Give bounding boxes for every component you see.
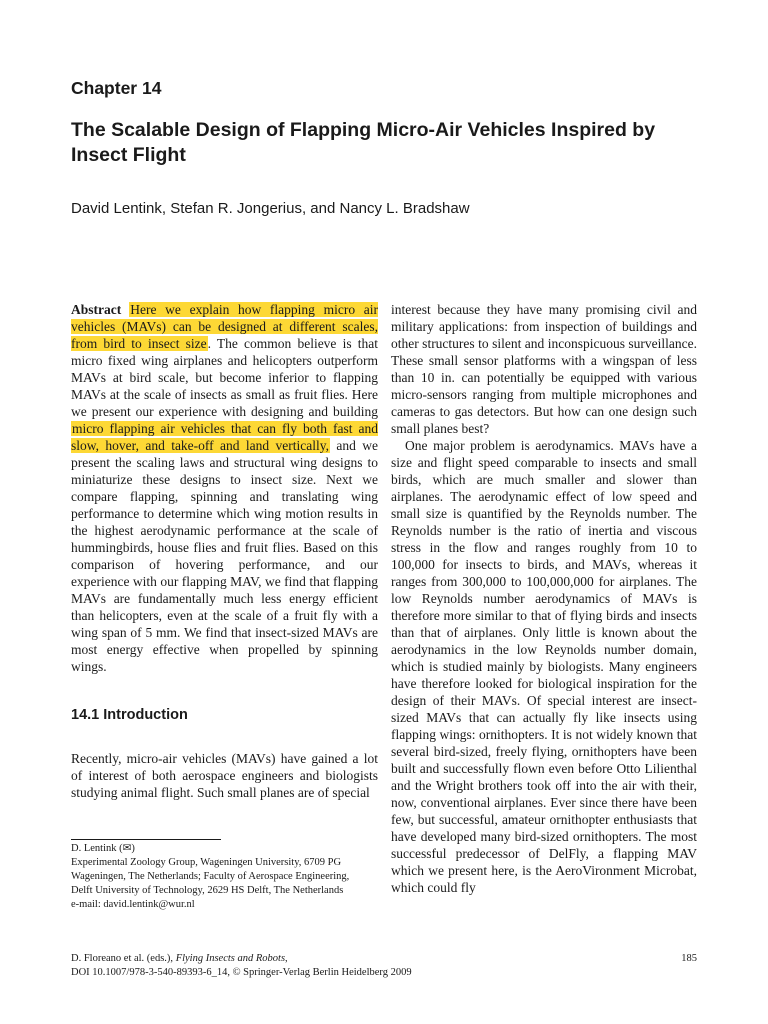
- citation-editors: D. Floreano et al. (eds.),: [71, 953, 176, 964]
- highlight-1[interactable]: Here we explain how flapping micro air vehicles (MAVs) can be designed at different scales, from bird to insect size: [71, 302, 378, 351]
- highlight-2[interactable]: micro flapping air vehicles that can fly both fast and slow, hover, and take-off and land vertically,: [71, 421, 378, 453]
- intro-paragraph-left: Recently, micro-air vehicles (MAVs) have gained a lot of interest of both aerospace engineers and biologists studying animal flight. Such small planes are of special: [71, 751, 378, 800]
- abstract-text-2: and we present the scaling laws and structural wing designs to miniaturize these designs to insect size. Next we compare flapping, spinning and translating wing performance to determine which wing motion results in the highest aerodynamic performance at the scale of hummingbirds, house flies and fruit flies. Based on this comparison of hovering performance, and our experience with our flapping MAV, we find that flapping MAVs are fundamentally much less energy efficient than helicopters, even at the scale of a fruit fly with a wing span of 5 mm. We find that insect-sized MAVs are most energy effective when propelled by spinning wings.: [71, 438, 378, 674]
- page-number: 185: [681, 953, 697, 964]
- footnote-divider: [71, 839, 221, 840]
- citation-line-1: [71, 952, 697, 966]
- citation-book: Flying Insects and Robots: [175, 953, 286, 964]
- abstract-paragraph: [71, 301, 378, 675]
- footnote-affiliation: Experimental Zoology Group, Wageningen University, 6709 PG Wageningen, The Netherlands; Faculty of Aerospace Engineering, Delft University of Technology, 2629 HS Delft, The Netherlands: [71, 857, 350, 896]
- chapter-number: Chapter 14: [71, 78, 162, 98]
- page-footer: [71, 952, 697, 980]
- footnote-author: D. Lentink (✉): [71, 843, 135, 854]
- citation-doi: DOI 10.1007/978-3-540-89393-6_14, © Springer-Verlag Berlin Heidelberg 2009: [71, 967, 412, 978]
- intro-paragraph-right-2: One major problem is aerodynamics. MAVs have a size and flight speed comparable to insects and small birds, which are much smaller and slower than airplanes. The aerodynamic effect of low speed and small size is quantified by the Reynolds number. The Reynolds number is the ratio of inertia and viscous stress in the flow and ranges roughly from 10 to 100,000 for insects to birds, and MAVs, whereas it ranges from 300,000 to 100,000,000 for airplanes. The low Reynolds number aerodynamics of MAVs is therefore more similar to that of flying birds and insects than that of airplanes. Only little is known about the aerodynamics in the low Reynolds number domain, which is studied mainly by biologists. Many engineers have therefore looked for biological inspiration for the design of their MAVs. Of special interest are insect-sized MAVs that can actually fly like insects using flapping wings: ornithopters. It is not widely known that several bird-sized, freely flying, ornithopters have been built and successfully flown even before Otto Lilienthal and the Wright brothers took off into the air with their, now, conventional airplanes. Ever since there have been few, but successful, amateur ornithopter enthusiasts that have developed many bird-sized ornithopters. The most successful predecessor of DelFly, a flapping MAV which we present here, is the AeroVironment Microbat, which could fly: [391, 438, 697, 895]
- intro-paragraph-right-1: interest because they have many promising civil and military applications: from inspection of buildings and other structures to silent and inconspicuous surveillance. These small sensor platforms with a wingspan of less than 10 in. can potentially be equipped with various micro-sensors ranging from multiple microphones and cameras to gas detectors. But how can one design such small planes best?: [391, 302, 697, 436]
- footnote-email: e-mail: david.lentink@wur.nl: [71, 899, 195, 910]
- chapter-title: The Scalable Design of Flapping Micro-Air Vehicles Inspired by Insect Flight: [71, 119, 656, 166]
- right-column: [391, 301, 697, 896]
- section-heading: 14.1 Introduction: [71, 707, 188, 723]
- citation-end: ,: [285, 953, 288, 964]
- abstract-label: Abstract: [71, 302, 122, 317]
- author-list: David Lentink, Stefan R. Jongerius, and Nancy L. Bradshaw: [71, 200, 470, 217]
- footnote: [71, 842, 371, 912]
- left-column: [71, 301, 378, 801]
- abstract-text-1: . The common believe is that micro fixed wing airplanes and helicopters outperform MAVs at bird scale, but become inferior to flapping MAVs at the scale of insects as small as fruit flies. Here we present our experience with designing and building: [71, 336, 378, 419]
